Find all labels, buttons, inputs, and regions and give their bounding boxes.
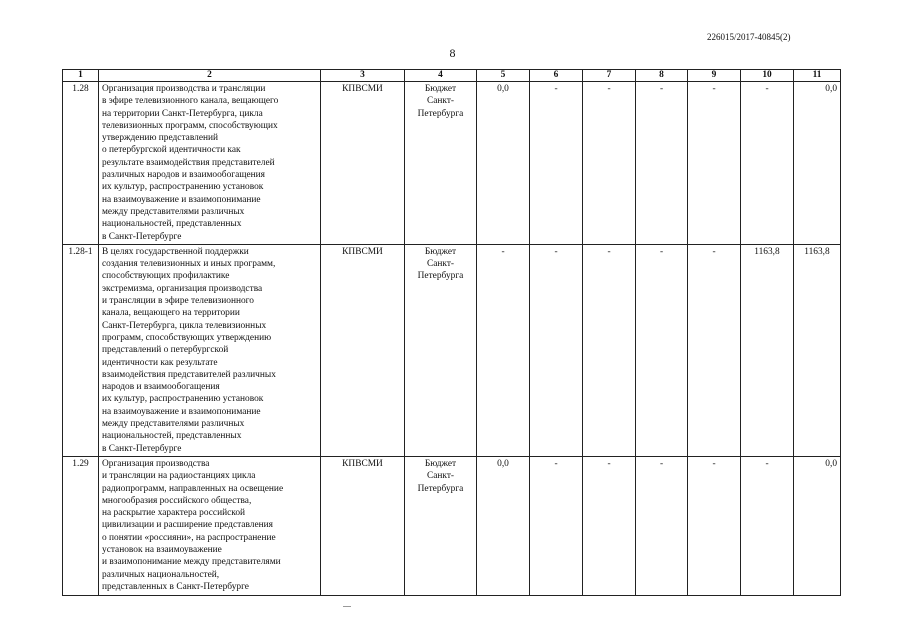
row-value-5: -	[477, 244, 530, 456]
column-header: 10	[741, 70, 794, 82]
row-value-6: -	[530, 456, 583, 595]
column-header: 9	[688, 70, 741, 82]
row-number: 1.28	[63, 82, 99, 245]
row-value-9: -	[688, 244, 741, 456]
column-header: 2	[99, 70, 321, 82]
row-value-7: -	[583, 82, 636, 245]
row-number: 1.28-1	[63, 244, 99, 456]
row-funding-source: Бюджет Санкт- Петербурга	[405, 82, 477, 245]
row-value-10: -	[741, 456, 794, 595]
column-header: 8	[636, 70, 688, 82]
row-value-5: 0,0	[477, 456, 530, 595]
column-header: 6	[530, 70, 583, 82]
row-description: В целях государственной поддержки создания телевизионных и иных программ, способствующих профилактике экстремизма, организация производства и трансляции в эфире телевизионного канала, вещающего на территории Санкт-Петербурга, цикла телевизионных программ, способствующих утверждению представлений о петербургской идентичности как результате взаимодействия представителей различных народов и взаимообогащения их культур, распространению установок на взаимоуважение и взаимопонимание между представителями различных национальностей, представленных в Санкт-Петербурге	[99, 244, 321, 456]
row-value-6: -	[530, 244, 583, 456]
column-header: 7	[583, 70, 636, 82]
row-value-8: -	[636, 244, 688, 456]
page-number: 8	[449, 46, 456, 60]
row-value-7: -	[583, 244, 636, 456]
row-value-10: 1163,8	[741, 244, 794, 456]
row-value-6: -	[530, 82, 583, 245]
column-header: 4	[405, 70, 477, 82]
table-row	[63, 244, 841, 456]
row-executor: КПВСМИ	[321, 244, 405, 456]
row-funding-source: Бюджет Санкт- Петербурга	[405, 456, 477, 595]
row-number: 1.29	[63, 456, 99, 595]
row-value-8: -	[636, 456, 688, 595]
row-value-9: -	[688, 456, 741, 595]
row-value-10: -	[741, 82, 794, 245]
table-row	[63, 456, 841, 595]
row-description: Организация производства и трансляции в эфире телевизионного канала, вещающего на территории Санкт-Петербурга, цикла телевизионных программ, способствующих утверждению представлений о петербургской идентичности как результате взаимодействия представителей различных народов и взаимообогащения их культур, распространению установок на взаимоуважение и взаимопонимание между представителями различных национальностей, представленных в Санкт-Петербурге	[99, 82, 321, 245]
row-executor: КПВСМИ	[321, 456, 405, 595]
row-executor: КПВСМИ	[321, 82, 405, 245]
row-description: Организация производства и трансляции на радиостанциях цикла радиопрограмм, направленных на освещение многообразия российского общества, на раскрытие характера российской цивилизации и расширение представления о понятии «россияни», на распространение установок на взаимоуважение и взаимопонимание между представителями различных национальностей, представленных в Санкт-Петербурге	[99, 456, 321, 595]
row-value-11: 0,0	[794, 82, 841, 245]
column-header: 5	[477, 70, 530, 82]
column-header: 11	[794, 70, 841, 82]
program-table	[62, 69, 841, 596]
column-header: 1	[63, 70, 99, 82]
row-value-9: -	[688, 82, 741, 245]
row-value-11: 1163,8	[794, 244, 841, 456]
table-row	[63, 82, 841, 245]
row-value-7: -	[583, 456, 636, 595]
row-funding-source: Бюджет Санкт- Петербурга	[405, 244, 477, 456]
row-value-8: -	[636, 82, 688, 245]
scan-mark	[343, 606, 351, 607]
document-id: 226015/2017-40845(2)	[707, 32, 791, 42]
row-value-11: 0,0	[794, 456, 841, 595]
table-header-row	[63, 70, 841, 82]
column-header: 3	[321, 70, 405, 82]
row-value-5: 0,0	[477, 82, 530, 245]
